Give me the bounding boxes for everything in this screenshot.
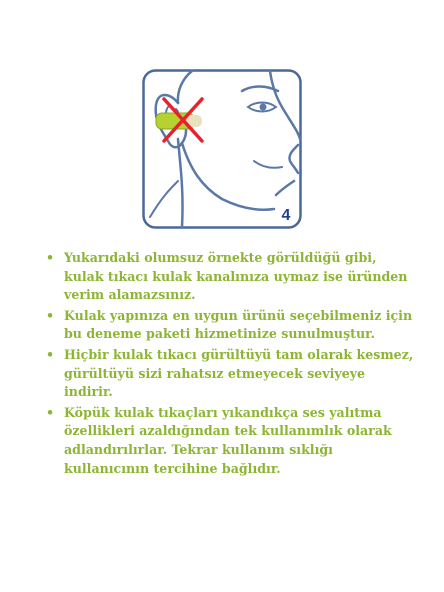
bullet-dot: • (46, 250, 55, 265)
bullet-text: Yukarıdaki olumsuz örnekte görüldüğü gibi, kulak tıkacı kulak kanalınıza uymaz ise üründen verim alamazsınız. (64, 250, 408, 303)
bullet-text: Hiçbir kulak tıkacı gürültüyü tam olarak kesmez, gürültüyü sizi rahatsız etmeyecek seviyeye indirir. (64, 346, 414, 400)
bullet-item (46, 346, 416, 402)
earplug-fit-illustration (142, 69, 302, 229)
bullet-item (46, 404, 416, 478)
bullet-dot: • (46, 346, 55, 362)
step-number: 4 (281, 207, 291, 224)
bullet-dot: • (46, 307, 55, 323)
bullet-dot: • (46, 404, 55, 420)
bullet-item (46, 307, 416, 344)
bullet-text: Kulak yapınıza en uygun ürünü seçebilmeniz için bu deneme paketi hizmetinize sunulmuştur. (64, 307, 413, 342)
bullet-item (46, 249, 416, 305)
eye-pupil (260, 104, 267, 111)
bullet-text: Köpük kulak tıkaçları yıkandıkça ses yalıtma özellikleri azaldığından tek kullanımlık olarak adlandırılırlar. Tekrar kullanım sıklığı kullanıcının tercihine bağlıdır. (64, 404, 392, 476)
info-bullet-list (46, 249, 416, 480)
